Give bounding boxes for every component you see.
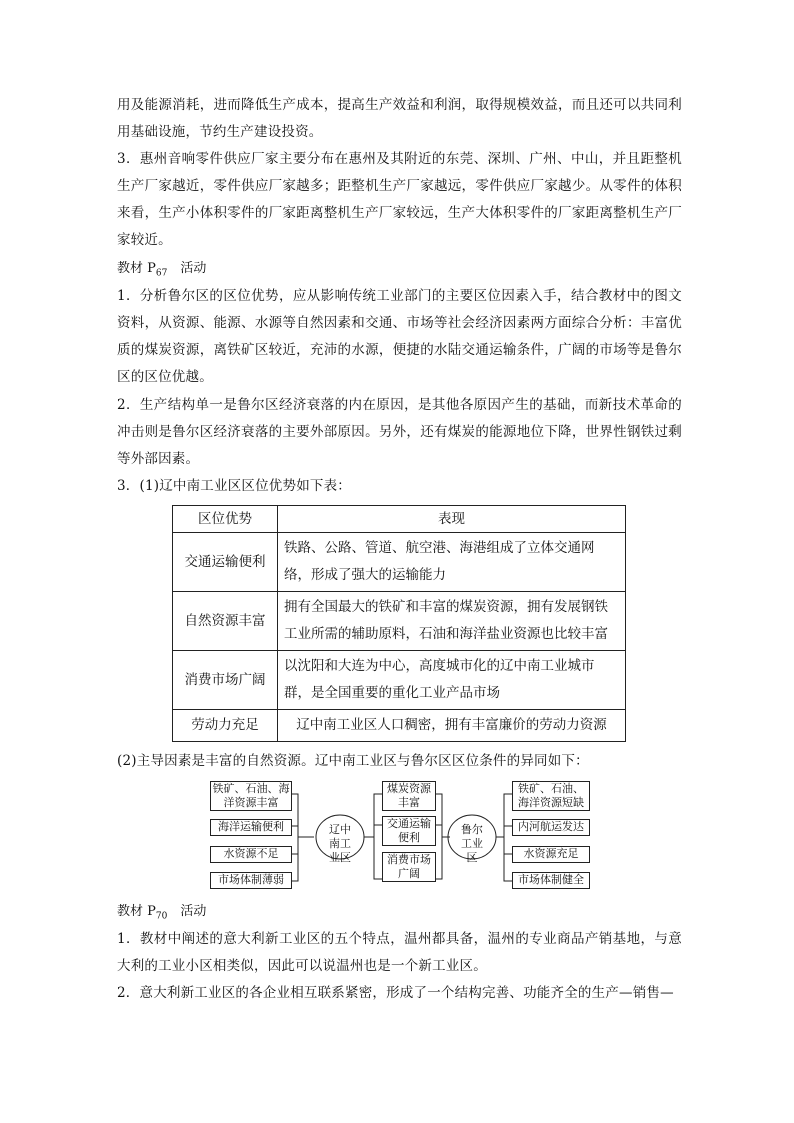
- table-cell: 劳动力充足: [173, 710, 278, 742]
- left-item-market: 市场体制薄弱: [210, 872, 292, 889]
- paragraph-4: 2．生产结构单一是鲁尔区经济衰落的内在原因，是其他各原因产生的基础，而新技术革命的冲击则是鲁尔区经济衰落的主要外部原因。另外，还有煤炭的能源地位下降，世界性钢铁过剩等外部因素。: [117, 397, 682, 467]
- table-row: [173, 533, 626, 592]
- table-row: [173, 651, 626, 710]
- common-item-market: 消费市场广阔: [382, 852, 436, 882]
- paragraph-5: 3．(1)辽中南工业区区位优势如下表：: [117, 478, 352, 494]
- table-header-row: [173, 506, 626, 533]
- common-item-coal: 煤炭资源丰富: [382, 781, 436, 811]
- table-header: 区位优势: [173, 506, 278, 533]
- heading-suffix: 活动: [167, 904, 207, 919]
- common-item-transport: 交通运输便利: [382, 816, 436, 846]
- paragraph-1: 用及能源消耗，进而降低生产成本，提高生产效益和利润，取得规模效益，而且还可以共同利用基础设施，节约生产建设投资。: [117, 97, 682, 140]
- heading-suffix: 活动: [167, 261, 207, 276]
- right-item-resources: 铁矿、石油、海洋资源短缺: [512, 781, 590, 811]
- heading-page: 70: [155, 911, 168, 922]
- right-item-transport: 内河航运发达: [512, 819, 590, 836]
- table-cell: 拥有全国最大的铁矿和丰富的煤炭资源，拥有发展钢铁工业所需的辅助原料，石油和海洋盐业资源也比较丰富: [278, 592, 626, 651]
- table-cell: 交通运输便利: [173, 533, 278, 592]
- liaozhongnan-label: 辽中南工业区: [329, 823, 351, 864]
- ruhr-label: 鲁尔工业区: [461, 823, 483, 864]
- table-cell: 消费市场广阔: [173, 651, 278, 710]
- section-heading-p67: [117, 259, 206, 284]
- table-row: [173, 592, 626, 651]
- paragraph-2: 3．惠州音响零件供应厂家主要分布在惠州及其附近的东莞、深圳、广州、中山，并且距整机生产厂家越近，零件供应厂家越多；距整机生产厂家越远，零件供应厂家越少。从零件的体积来看，生产小体积零件的厂家距离整机生产厂家较远，生产大体积零件的厂家距离整机生产厂家较近。: [117, 151, 682, 248]
- paragraph-7: 1．教材中阐述的意大利新工业区的五个特点，温州都具备，温州的专业商品产销基地，与意大利的工业小区相类似，因此可以说温州也是一个新工业区。: [117, 931, 682, 974]
- left-item-transport: 海洋运输便利: [210, 819, 292, 836]
- right-item-water: 水资源充足: [512, 846, 590, 863]
- right-item-market: 市场体制健全: [512, 872, 590, 889]
- table-header: 表现: [278, 506, 626, 533]
- paragraph-3: 1．分析鲁尔区的区位优势，应从影响传统工业部门的主要区位因素入手，结合教材中的图文资料，从资源、能源、水源等自然因素和交通、市场等社会经济因素两方面综合分析：丰富优质的煤炭资源，离铁矿区较近，充沛的水源，便捷的水陆交通运输条件，广阔的市场等是鲁尔区的区位优越。: [117, 288, 682, 385]
- table-cell: 铁路、公路、管道、航空港、海港组成了立体交通网络，形成了强大的运输能力: [278, 533, 626, 592]
- heading-page: 67: [155, 268, 168, 279]
- table-cell: 辽中南工业区人口稠密，拥有丰富廉价的劳动力资源: [278, 710, 626, 742]
- table-row: [173, 710, 626, 742]
- location-advantage-table: [172, 505, 626, 742]
- paragraph-8: 2．意大利新工业区的各企业相互联系紧密，形成了一个结构完善、功能齐全的生产—销售—: [117, 985, 674, 1001]
- left-item-resources: 铁矿、石油、海洋资源丰富: [210, 781, 292, 811]
- comparison-diagram: [210, 780, 590, 892]
- paragraph-6: (2)主导因素是丰富的自然资源。辽中南工业区与鲁尔区区位条件的异同如下：: [117, 753, 589, 769]
- table-cell: 以沈阳和大连为中心，高度城市化的辽中南工业城市群，是全国重要的重化工业产品市场: [278, 651, 626, 710]
- section-heading-p70: [117, 902, 206, 927]
- table-cell: 自然资源丰富: [173, 592, 278, 651]
- left-item-water: 水资源不足: [210, 846, 292, 863]
- heading-prefix: 教材 P: [117, 261, 156, 276]
- heading-prefix: 教材 P: [117, 904, 156, 919]
